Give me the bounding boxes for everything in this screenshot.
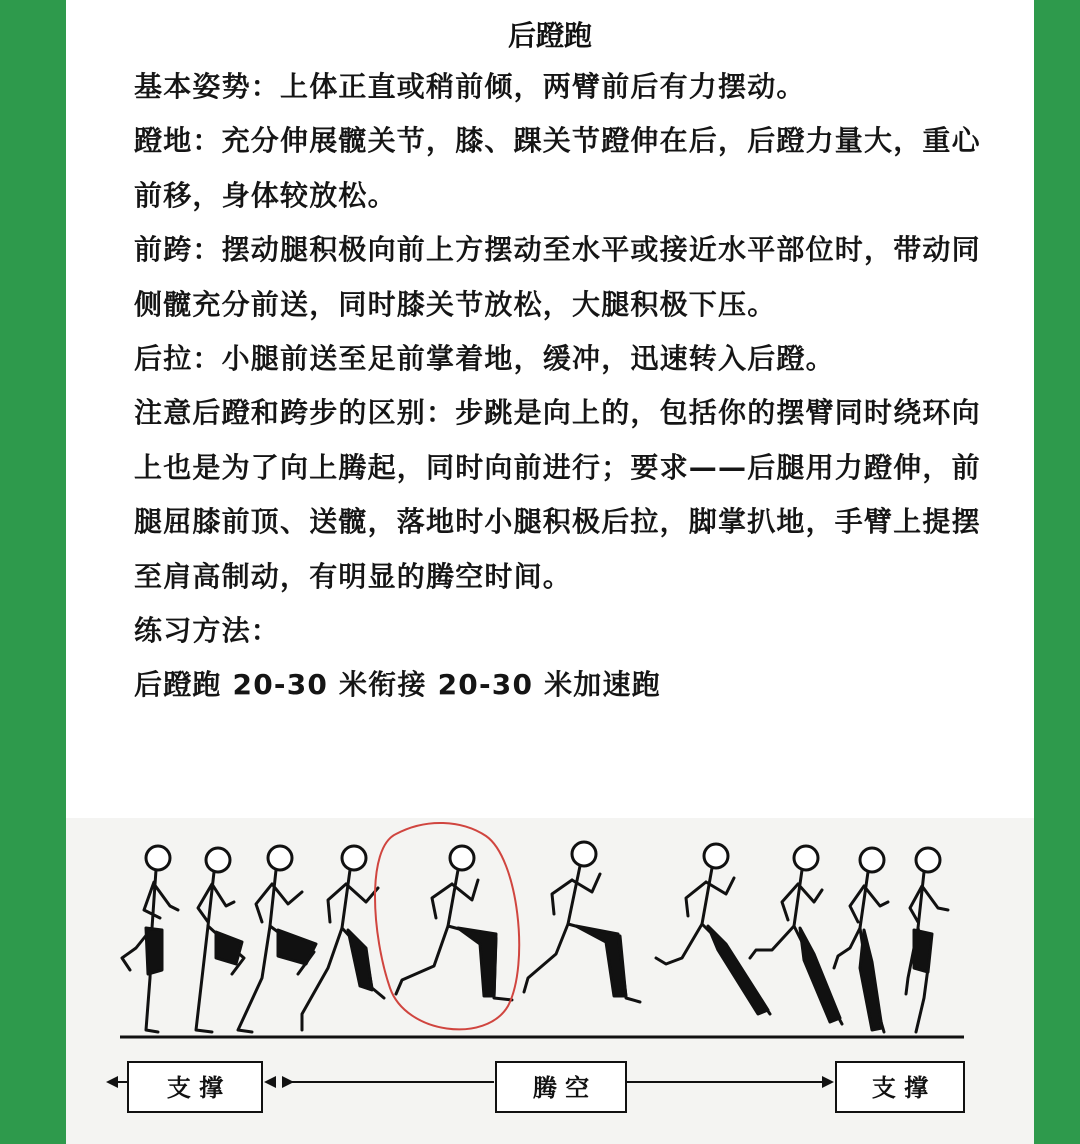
runner-6 — [524, 842, 640, 1002]
paragraph-push-off: 蹬地：充分伸展髋关节，膝、踝关节蹬伸在后，后蹬力量大，重心前移，身体较放松。 — [134, 124, 981, 212]
runner-9 — [834, 848, 888, 1032]
document-page — [66, 0, 1034, 1144]
flight-label: 腾 空 — [532, 1074, 590, 1102]
runner-7 — [656, 844, 770, 1014]
runner-3 — [238, 846, 316, 1032]
paragraph-practice-method: 后蹬跑 20-30 米衔接 20-30 米加速跑 — [134, 668, 661, 702]
support-label-right: 支 撑 — [871, 1074, 929, 1102]
phase-diagram — [106, 1062, 964, 1112]
body-text — [134, 60, 984, 713]
runner-1 — [122, 846, 178, 1032]
page-title: 后蹬跑 — [507, 19, 592, 52]
runner-4 — [302, 846, 384, 1030]
paragraph-basic-posture: 基本姿势：上体正直或稍前倾，两臂前后有力摆动。 — [134, 70, 806, 103]
support-label-left: 支 撑 — [166, 1074, 224, 1102]
right-arrowhead — [822, 1076, 834, 1088]
runner-2 — [196, 848, 244, 1032]
left-arrowhead — [106, 1076, 118, 1088]
running-sequence-figure — [66, 818, 1034, 1144]
runner-5-highlighted — [396, 846, 512, 1000]
paragraph-note: 注意后蹬和跨步的区别：步跳是向上的，包括你的摆臂同时绕环向上也是为了向上腾起，同时向前进行；要求——后腿用力蹬伸，前腿屈膝前顶、送髋，落地时小腿积极后拉，脚掌扒地，手臂上提摆至肩高制动，有明显的腾空时间。 — [134, 396, 981, 593]
paragraph-practice-heading: 练习方法： — [134, 614, 281, 648]
paragraph-forward-stride: 前跨：摆动腿积极向前上方摆动至水平或接近水平部位时，带动同侧髋充分前送，同时膝关节放松，大腿积极下压。 — [134, 233, 981, 321]
paragraph-pull-back: 后拉：小腿前送至足前掌着地，缓冲，迅速转入后蹬。 — [134, 342, 835, 376]
running-sequence-illustration — [66, 818, 1034, 1144]
runner-8 — [750, 846, 842, 1024]
runner-10 — [906, 848, 948, 1032]
left-box-arrowhead — [264, 1076, 276, 1088]
